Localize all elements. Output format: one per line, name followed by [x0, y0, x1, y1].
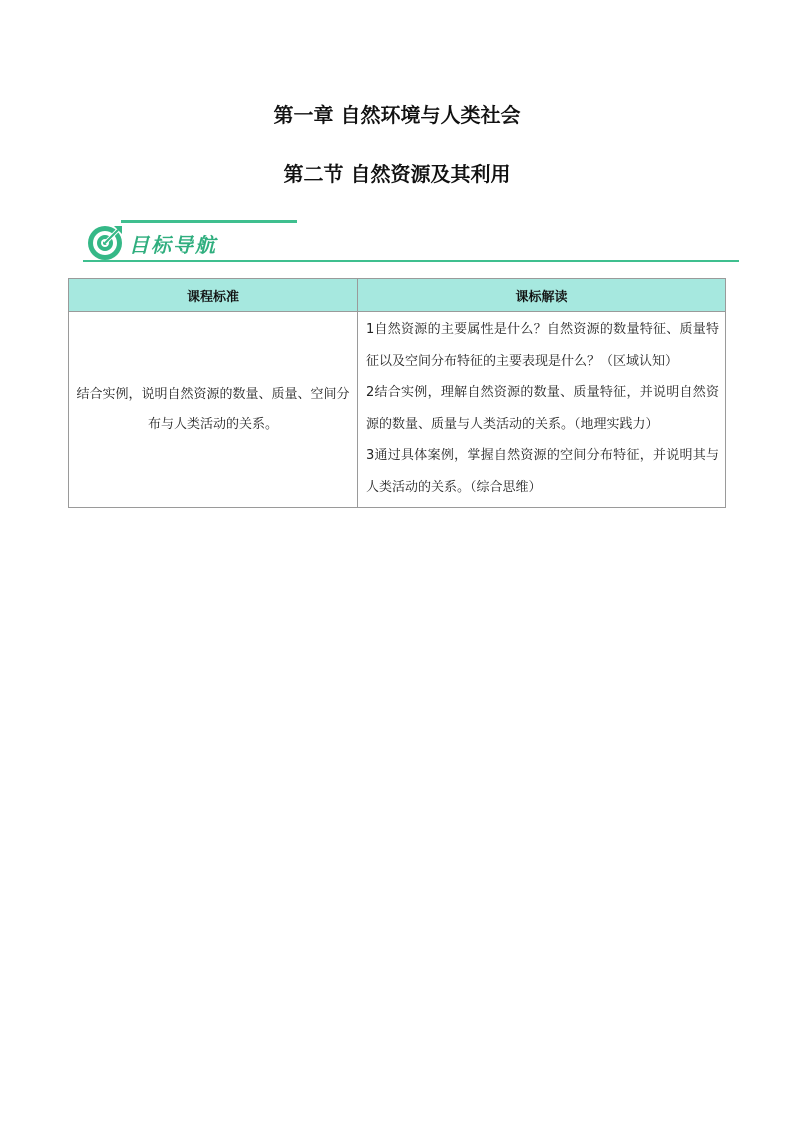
- interpretation-item-2: 2结合实例，理解自然资源的数量、质量特征，并说明自然资源的数量、质量与人类活动的关系。（地理实践力）: [366, 385, 719, 432]
- interpretation-cell: [358, 312, 726, 508]
- interpretation-item-1: 1自然资源的主要属性是什么？自然资源的数量特征、质量特征以及空间分布特征的主要表现是什么？（区域认知）: [366, 322, 719, 369]
- column-header-standard: 课程标准: [69, 279, 358, 312]
- standard-cell: 结合实例，说明自然资源的数量、质量、空间分布与人类活动的关系。: [69, 312, 358, 508]
- target-icon: [85, 222, 125, 262]
- banner-top-line: [121, 220, 297, 223]
- standards-table: [68, 278, 726, 508]
- column-header-interpretation: 课标解读: [358, 279, 726, 312]
- table-row: [69, 312, 726, 508]
- chapter-title: 第一章 自然环境与人类社会: [273, 103, 521, 127]
- banner-bottom-line: [83, 260, 739, 262]
- interpretation-item-3: 3通过具体案例，掌握自然资源的空间分布特征，并说明其与人类活动的关系。（综合思维）: [366, 448, 719, 495]
- table-header-row: [69, 279, 726, 312]
- section-title: 第二节 自然资源及其利用: [283, 162, 511, 186]
- goal-navigation-banner: [83, 220, 739, 266]
- banner-label: 目标导航: [129, 233, 217, 257]
